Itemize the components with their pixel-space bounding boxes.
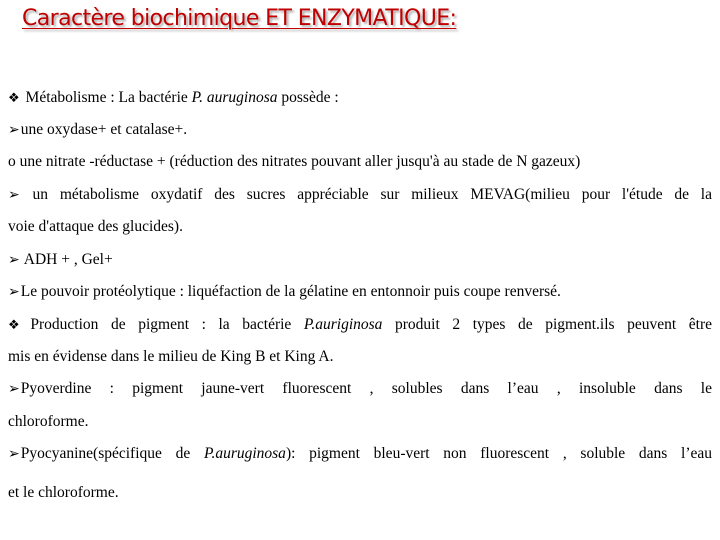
line-text-pre: Production de pigment : la bactérie [30,316,304,333]
line-text-post: ): pigment bleu-vert non fluorescent , soluble dans l’eau [285,445,712,462]
arrow-bullet-icon: ➢ [8,188,20,203]
line-text: et le chloroforme. [8,484,119,501]
line-text: une oxydase+ et catalase+. [20,121,188,138]
diamond-bullet-icon: ❖ [8,90,20,105]
list-item [8,153,712,171]
arrow-bullet-icon: ➢ [8,285,20,300]
line-text: mis en évidense dans le milieu de King B et King A. [8,348,334,365]
list-item [8,283,712,302]
arrow-bullet-icon: ➢ [8,253,20,268]
line-text: Pyoverdine : pigment jaune-vert fluorescent , solubles dans l’eau , insoluble dans le [20,380,712,397]
line-text: ADH + , Gel+ [20,251,113,268]
arrow-bullet-icon: ➢ [8,382,20,397]
species-name: P. auruginosa [191,89,278,106]
list-item [8,89,712,107]
line-text: chloroforme. [8,413,89,430]
species-name: P.auriginosa [303,316,383,333]
list-item [8,121,712,140]
line-text: une nitrate -réductase + (réduction des nitrates pouvant aller jusqu'à au stade de N gazeux) [15,153,581,170]
list-item-continuation [8,413,712,431]
line-text-pre: Métabolisme : La bactérie [21,89,192,106]
line-text: un métabolisme oxydatif des sucres appréciable sur milieux MEVAG(milieu pour l'étude de la [20,186,712,203]
species-name: P.auruginosa [203,445,286,462]
line-text-pre: Pyocyanine(spécifique de [20,445,204,462]
diamond-bullet-icon: ❖ [8,317,29,332]
list-item [8,380,712,399]
list-item [8,316,712,334]
list-item-continuation [8,218,712,236]
line-text-post: possède : [277,89,339,106]
list-item [8,251,712,270]
arrow-bullet-icon: ➢ [8,123,20,138]
page-title: Caractère biochimique ET ENZYMATIQUE: [22,6,457,31]
list-item [8,186,712,205]
circle-bullet-icon: o [8,153,16,170]
line-text: Le pouvoir protéolytique : liquéfaction de la gélatine en entonnoir puis coupe renversé. [20,283,561,300]
line-text: voie d'attaque des glucides). [8,218,183,235]
line-text-post: produit 2 types de pigment.ils peuvent être [382,316,713,333]
list-item-continuation [8,348,712,366]
list-item-continuation [8,484,712,502]
list-item [8,445,712,464]
arrow-bullet-icon: ➢ [8,447,20,462]
